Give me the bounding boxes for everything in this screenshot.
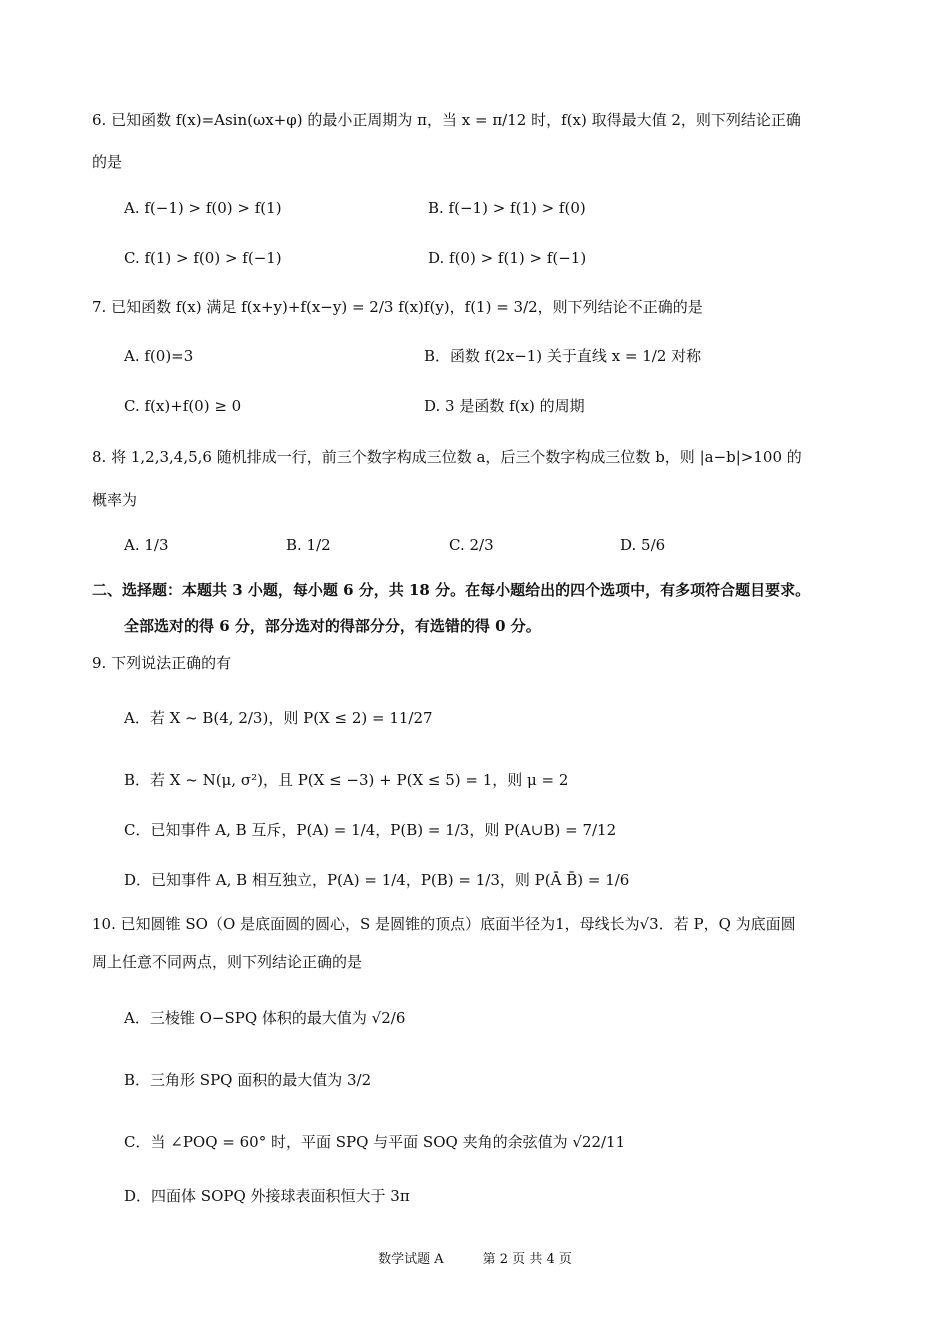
q9-option-b: B．若 X ~ N(μ, σ²)，且 P(X ≤ −3) + P(X ≤ 5) = 1，则 μ = 2 <box>124 771 569 789</box>
q7-option-d: D. 3 是函数 f(x) 的周期 <box>424 397 585 415</box>
q9-stem: 9. 下列说法正确的有 <box>92 654 232 672</box>
q9-option-c: C．已知事件 A, B 互斥，P(A) = 1/4，P(B) = 1/3，则 P(A∪B) = 7/12 <box>124 821 617 839</box>
q9-option-a: A．若 X ~ B(4, 2/3)，则 P(X ≤ 2) = 11/27 <box>124 709 433 727</box>
q8-option-c: C. 2/3 <box>449 536 494 554</box>
q8-option-a: A. 1/3 <box>124 536 169 554</box>
q6-option-d: D. f(0) > f(1) > f(−1) <box>428 249 587 267</box>
q10-option-b: B．三角形 SPQ 面积的最大值为 3/2 <box>124 1071 372 1089</box>
q10-stem: 10. 已知圆锥 SO（O 是底面圆的圆心，S 是圆锥的顶点）底面半径为1，母线长为√3．若 P，Q 为底面圆 <box>92 915 796 933</box>
q6-option-b: B. f(−1) > f(1) > f(0) <box>428 199 586 217</box>
q7-option-b: B．函数 f(2x−1) 关于直线 x = 1/2 对称 <box>424 347 702 365</box>
q7-stem: 7. 已知函数 f(x) 满足 f(x+y)+f(x−y) = 2/3 f(x)f(y)，f(1) = 3/2，则下列结论不正确的是 <box>92 298 703 316</box>
q8-stem-cont: 概率为 <box>92 491 138 509</box>
q10-option-a: A．三棱锥 O−SPQ 体积的最大值为 √2/6 <box>124 1009 406 1027</box>
q7-option-c: C. f(x)+f(0) ≥ 0 <box>124 397 242 415</box>
section-2-instructions: 全部选对的得 6 分，部分选对的得部分分，有选错的得 0 分。 <box>124 617 541 635</box>
q8-option-d: D. 5/6 <box>620 536 666 554</box>
q10-option-c: C．当 ∠POQ = 60° 时，平面 SPQ 与平面 SOQ 夹角的余弦值为 √22/11 <box>124 1133 626 1151</box>
q7-option-a: A. f(0)=3 <box>124 347 194 365</box>
q6-stem <box>92 110 801 130</box>
section-2-heading: 二、选择题：本题共 3 小题，每小题 6 分，共 18 分。在每小题给出的四个选项中，有多项符合题目要求。 <box>92 581 811 599</box>
q8-option-b: B. 1/2 <box>286 536 331 554</box>
q6-stem-text: 6. 已知函数 f(x)=Asin(ωx+φ) 的最小正周期为 π，当 x = π/12 时，f(x) 取得最大值 2，则下列结论正确 <box>92 111 801 129</box>
q6-stem-cont: 的是 <box>92 153 123 171</box>
q10-option-d: D．四面体 SOPQ 外接球表面积恒大于 3π <box>124 1187 410 1205</box>
q10-stem-cont: 周上任意不同两点，则下列结论正确的是 <box>92 953 363 971</box>
q6-option-c: C. f(1) > f(0) > f(−1) <box>124 249 282 267</box>
q9-option-d: D．已知事件 A, B 相互独立，P(A) = 1/4，P(B) = 1/3，则 P(Ā B̄) = 1/6 <box>124 871 630 889</box>
page-footer: 数学试题 A 第 2 页 共 4 页 <box>378 1252 572 1267</box>
q6-option-a: A. f(−1) > f(0) > f(1) <box>124 199 282 217</box>
q8-stem: 8. 将 1,2,3,4,5,6 随机排成一行，前三个数字构成三位数 a，后三个数字构成三位数 b，则 |a−b|>100 的 <box>92 448 802 466</box>
